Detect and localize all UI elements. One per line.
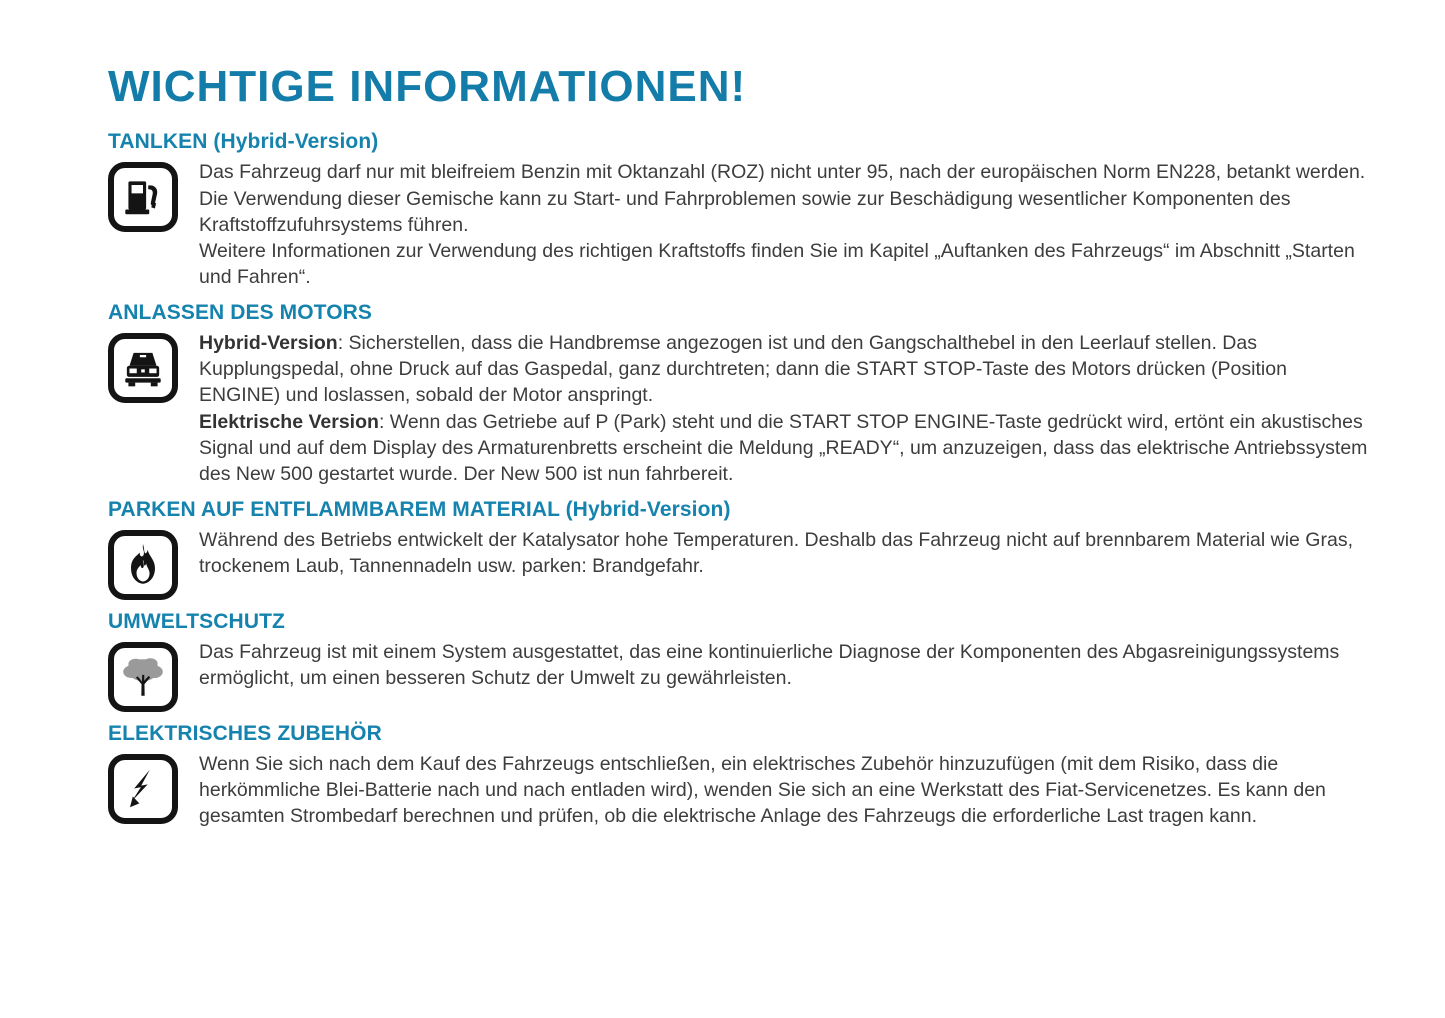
paragraph-text: Während des Betriebs entwickelt der Katalysator hohe Temperaturen. Deshalb das Fahrzeug nicht auf brennbarem Material wie Gras, trockenem Laub, Tannennadeln usw. parken: Brandgefahr.	[199, 528, 1353, 577]
paragraph	[199, 751, 1371, 830]
paragraph-text: Das Fahrzeug darf nur mit bleifreiem Benzin mit Oktanzahl (ROZ) nicht unter 95, nach der europäischen Norm EN228, betankt werden. Die Verwendung dieser Gemische kann zu Start- und Fahrproblemen sowie zur Beschädigung wesentlicher Komponenten des Kraftstoffzufuhrsystems führen.	[199, 161, 1366, 236]
section-text	[199, 330, 1371, 488]
paragraph	[199, 238, 1371, 291]
section-row	[108, 527, 1371, 600]
section-text	[199, 639, 1371, 692]
paragraph-lead: Elektrische Version	[199, 410, 379, 433]
section-text	[199, 751, 1371, 830]
section-parken	[108, 499, 1371, 600]
paragraph-text: Wenn Sie sich nach dem Kauf des Fahrzeugs entschließen, ein elektrisches Zubehör hinzuzufügen (mit dem Risiko, dass die herkömmliche Blei-Batterie nach und nach entladen wird), wenden Sie sich an eine Werkstatt des Fiat-Servicenetzes. Es kann den gesamten Strombedarf berechnen und prüfen, ob die elektrische Anlage des Fahrzeugs die erforderliche Last tragen kann.	[199, 752, 1326, 828]
paragraph	[199, 409, 1371, 488]
section-heading-tanken: TANLKEN (Hybrid-Version)	[108, 130, 379, 154]
section-tanken	[108, 131, 1371, 290]
section-text	[199, 159, 1371, 290]
page-title: WICHTIGE INFORMATIONEN!	[108, 62, 747, 111]
paragraph	[199, 159, 1371, 238]
paragraph	[199, 639, 1371, 692]
section-anlassen	[108, 302, 1371, 488]
section-row	[108, 639, 1371, 712]
section-elektrisches-zubehoer	[108, 723, 1371, 830]
paragraph	[199, 527, 1371, 580]
section-row	[108, 159, 1371, 290]
lightning-icon	[108, 754, 178, 824]
tree-icon	[108, 642, 178, 712]
section-row	[108, 751, 1371, 830]
section-text	[199, 527, 1371, 580]
flame-icon	[108, 530, 178, 600]
paragraph-text: Das Fahrzeug ist mit einem System ausgestattet, das eine kontinuierliche Diagnose der Komponenten des Abgasreinigungssystems ermöglicht, um einen besseren Schutz der Umwelt zu gewährleisten.	[199, 640, 1340, 689]
paragraph-lead: Hybrid-Version	[199, 331, 338, 354]
paragraph	[199, 330, 1371, 409]
section-row	[108, 330, 1371, 488]
section-umweltschutz	[108, 611, 1371, 712]
fuel-pump-icon	[108, 162, 178, 232]
section-heading-anlassen: ANLASSEN DES MOTORS	[108, 300, 373, 324]
paragraph-text: : Sicherstellen, dass die Handbremse angezogen ist und den Gangschalthebel in den Leerlauf stellen. Das Kupplungspedal, ohne Druck auf das Gaspedal, ganz durchtreten; dann die START STOP-Taste des Motors drücken (Position ENGINE) und loslassen, sobald der Motor anspringt.	[199, 331, 1287, 407]
car-icon	[108, 333, 178, 403]
paragraph-text: : Wenn das Getriebe auf P (Park) steht und die START STOP ENGINE-Taste gedrückt wird, ertönt ein akustisches Signal und auf dem Display des Armaturenbretts erscheint die Meldung „READY“, um anzuzeigen, dass das elektrische Antriebssystem des New 500 gestartet wurde. Der New 500 ist nun fahrbereit.	[199, 410, 1368, 486]
section-heading-elektrisches-zubehoer: ELEKTRISCHES ZUBEHÖR	[108, 721, 382, 745]
paragraph-text: Weitere Informationen zur Verwendung des richtigen Kraftstoffs finden Sie im Kapitel „Auftanken des Fahrzeugs“ im Abschnitt „Starten und Fahren“.	[199, 240, 1355, 289]
section-heading-parken: PARKEN AUF ENTFLAMMBAREM MATERIAL (Hybrid-Version)	[108, 497, 731, 521]
section-heading-umweltschutz: UMWELTSCHUTZ	[108, 609, 285, 633]
